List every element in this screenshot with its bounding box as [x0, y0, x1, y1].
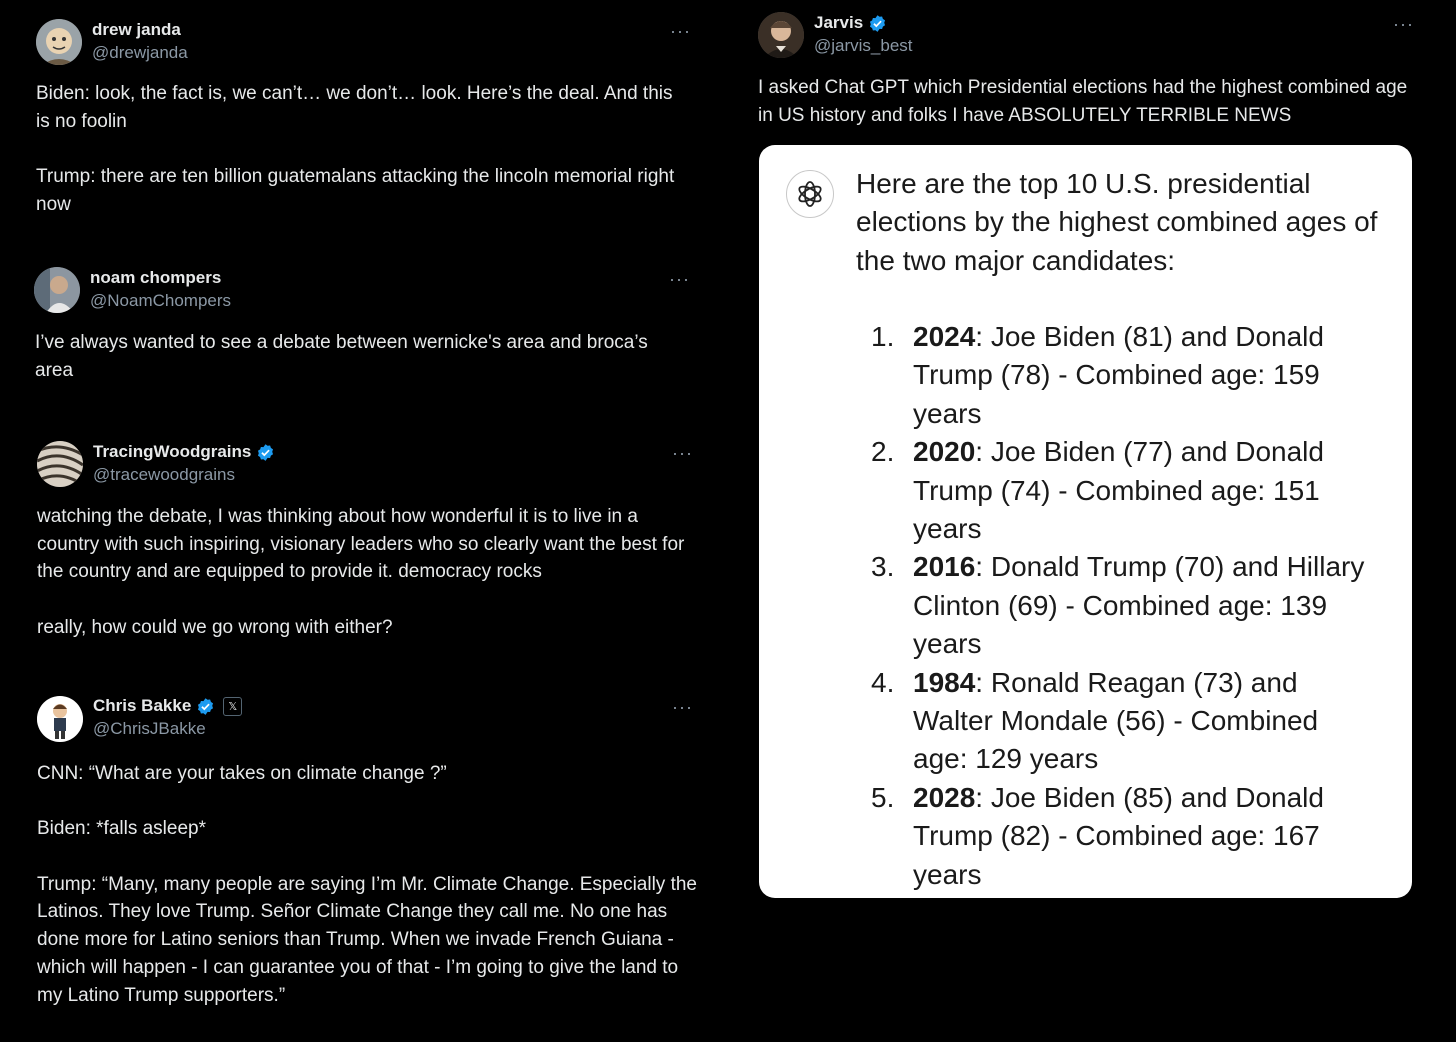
list-text: : Joe Biden (85) and Donald Trump (82) - Combined age: 167 years: [913, 781, 1324, 890]
answer-intro: Here are the top 10 U.S. presidential elections by the highest combined ages of the two major candidates:: [856, 168, 1378, 276]
person-photo-icon: [34, 267, 80, 313]
tweet-paragraph: I asked Chat GPT which Presidential elections had the highest combined age in US history and folks I have ABSOLUTELY TERRIBLE NEWS: [758, 77, 1408, 126]
more-options-icon[interactable]: ···: [1393, 14, 1414, 34]
handle[interactable]: @tracewoodgrains: [93, 465, 235, 484]
more-options-icon[interactable]: ···: [670, 21, 691, 41]
list-number: 5.: [871, 781, 895, 813]
list-year: 2028: [913, 781, 976, 813]
x-affiliate-badge-icon[interactable]: 𝕏: [223, 697, 242, 716]
tweet-paragraph: Trump: “Many, many people are saying I’m Mr. Climate Change. Especially the Latinos. They love Trump. Señor Climate Change they call me. No one has done more for Latino seniors than Trump. When we invade French Guiana - which will happen - I can guarantee you of that - I’m going to give the land to my Latino Trump supporters.”: [37, 873, 697, 1006]
list-text: : Joe Biden (77) and Donald Trump (74) - Combined age: 151 years: [913, 436, 1324, 545]
tweet-paragraph: Biden: look, the fact is, we can’t… we don’t… look. Here’s the deal. And this is no foolin: [36, 83, 673, 132]
list-text: : Joe Biden (81) and Donald Trump (78) - Combined age: 159 years: [913, 321, 1324, 429]
display-name[interactable]: Chris Bakke: [93, 696, 192, 715]
verified-badge-icon: [868, 14, 887, 33]
list-number: 1.: [871, 321, 895, 352]
tweet-paragraph: Biden: *falls asleep*: [37, 818, 206, 840]
list-item: [871, 779, 1371, 894]
list-item: [871, 318, 1371, 433]
display-name[interactable]: TracingWoodgrains: [93, 442, 252, 461]
handle[interactable]: @ChrisJBakke: [93, 719, 206, 738]
tweet-text: [758, 74, 1418, 129]
avatar[interactable]: [34, 267, 80, 313]
cartoon-person-icon: [37, 696, 83, 742]
tweet-text: [35, 329, 690, 384]
cartoon-face-icon: [36, 19, 82, 65]
avatar[interactable]: [37, 441, 83, 487]
display-name[interactable]: drew janda: [92, 20, 181, 39]
handle[interactable]: @jarvis_best: [814, 36, 913, 55]
tweet-paragraph: Trump: there are ten billion guatemalans attacking the lincoln memorial right now: [36, 166, 675, 215]
chatgpt-logo-icon: [786, 170, 834, 218]
verified-badge-icon: [256, 443, 275, 462]
answer-list: [871, 318, 1371, 894]
avatar[interactable]: [36, 19, 82, 65]
list-item: [871, 433, 1371, 548]
more-options-icon[interactable]: ···: [669, 269, 690, 289]
list-year: 2024: [913, 321, 976, 352]
list-year: 2016: [913, 551, 976, 583]
display-name[interactable]: noam chompers: [90, 268, 222, 287]
avatar[interactable]: [37, 696, 83, 742]
tweet-paragraph: I’ve always wanted to see a debate between wernicke's area and broca’s area: [35, 332, 648, 381]
list-item: [871, 548, 1371, 663]
list-number: 2.: [871, 436, 895, 468]
tweet-text: [37, 503, 692, 642]
list-text: : Donald Trump (70) and Hillary Clinton (69) - Combined age: 139 years: [913, 551, 1365, 660]
list-number: 3.: [871, 551, 895, 583]
verified-badge-icon: [196, 697, 215, 716]
list-text: : Ronald Reagan (73) and Walter Mondale (56) - Combined age: 129 years: [913, 666, 1319, 775]
list-item: [871, 664, 1371, 779]
woodgrain-pattern-icon: [37, 441, 83, 487]
more-options-icon[interactable]: ···: [672, 443, 693, 463]
handle[interactable]: @NoamChompers: [90, 291, 232, 310]
tweet-text: [36, 80, 686, 219]
tweet-paragraph: CNN: “What are your takes on climate change ?”: [37, 763, 447, 784]
list-year: 2020: [913, 436, 976, 468]
list-number: 4.: [871, 666, 895, 698]
attached-image-chatgpt-answer[interactable]: [759, 145, 1412, 898]
handle[interactable]: @drewjanda: [92, 43, 188, 62]
portrait-painting-icon: [758, 12, 804, 58]
tweet-paragraph: watching the debate, I was thinking about how wonderful it is to live in a country with such inspiring, visionary leaders who so clearly want the best for the country and are equipped to provide it. democracy rocks: [37, 506, 685, 583]
list-year: 1984: [913, 666, 976, 698]
avatar[interactable]: [758, 12, 804, 58]
tweet-paragraph: really, how could we go wrong with either?: [37, 616, 393, 638]
more-options-icon[interactable]: ···: [672, 697, 693, 717]
display-name[interactable]: Jarvis: [814, 13, 864, 32]
tweet-text: [37, 760, 697, 1009]
